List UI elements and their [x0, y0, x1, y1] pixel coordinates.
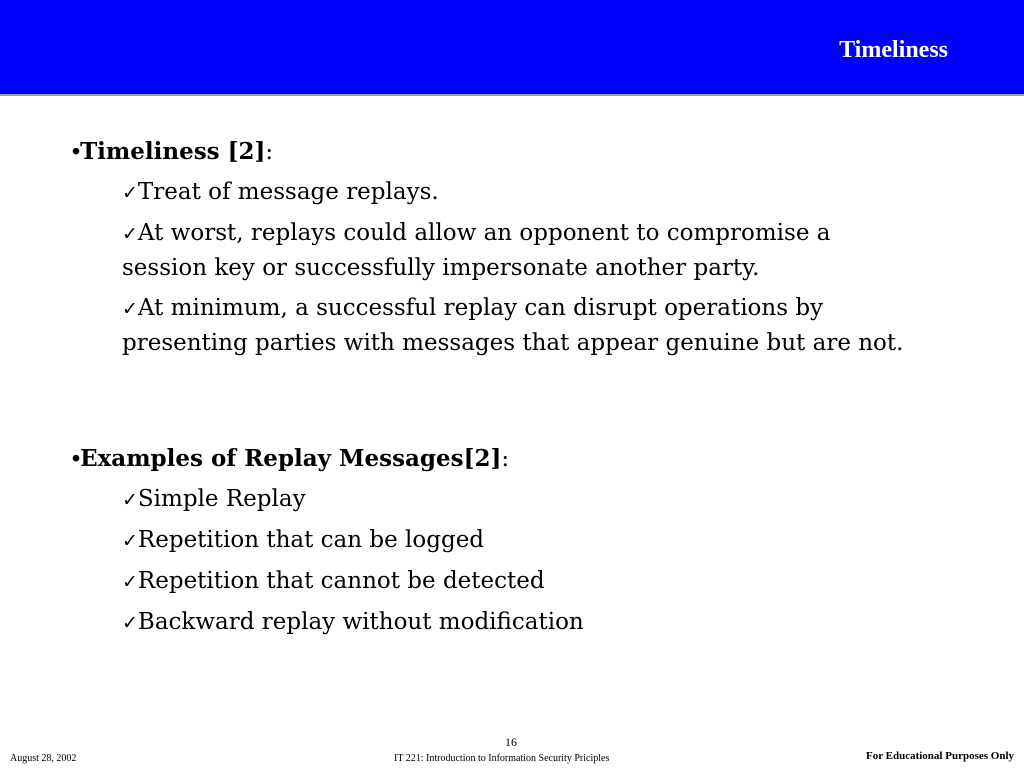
- list-item: [122, 605, 922, 640]
- list-item: [122, 564, 922, 599]
- list-item: [122, 523, 922, 558]
- checkmark-icon: ✓: [122, 612, 138, 634]
- checkmark-icon: ✓: [122, 571, 138, 593]
- section-heading: Examples of Replay Messages[2]: [80, 445, 502, 472]
- page-number: 16: [505, 735, 517, 749]
- list-item: [122, 482, 922, 517]
- list-item-text: Treat of message replays.: [137, 179, 439, 205]
- checkmark-icon: ✓: [122, 298, 138, 320]
- checkmark-icon: ✓: [122, 223, 138, 245]
- list-item-text: Backward replay without modification: [137, 609, 584, 635]
- list-item-text: At minimum, a successful replay can disrupt operations by presenting parties with messages that appear genuine but are not.: [122, 295, 904, 356]
- checkmark-icon: ✓: [122, 530, 138, 552]
- list-item: [122, 175, 922, 210]
- checkmark-icon: ✓: [122, 182, 138, 204]
- list-item: [122, 291, 922, 360]
- list-item-text: Repetition that cannot be detected: [137, 568, 545, 594]
- bullet-icon: •: [72, 445, 81, 471]
- slide-title: Timeliness: [839, 37, 948, 63]
- footer-date: August 28, 2002: [10, 753, 77, 764]
- heading-colon: :: [265, 139, 274, 165]
- heading-colon: :: [501, 446, 510, 472]
- list-item-text: Simple Replay: [137, 486, 306, 512]
- footer-note: For Educational Purposes Only: [865, 750, 1014, 762]
- list-item: [122, 216, 922, 285]
- bullet-timeliness: [72, 134, 273, 169]
- bullet-examples: [72, 441, 509, 476]
- list-item-text: At worst, replays could allow an opponent to compromise a session key or successfully impersonate another party.: [122, 220, 831, 281]
- section-heading: Timeliness [2]: [80, 138, 266, 165]
- list-item-text: Repetition that can be logged: [137, 527, 485, 553]
- footer-course: IT 221: Introduction to Information Security Priciples: [394, 753, 610, 764]
- bullet-icon: •: [72, 138, 81, 164]
- checkmark-icon: ✓: [122, 489, 138, 511]
